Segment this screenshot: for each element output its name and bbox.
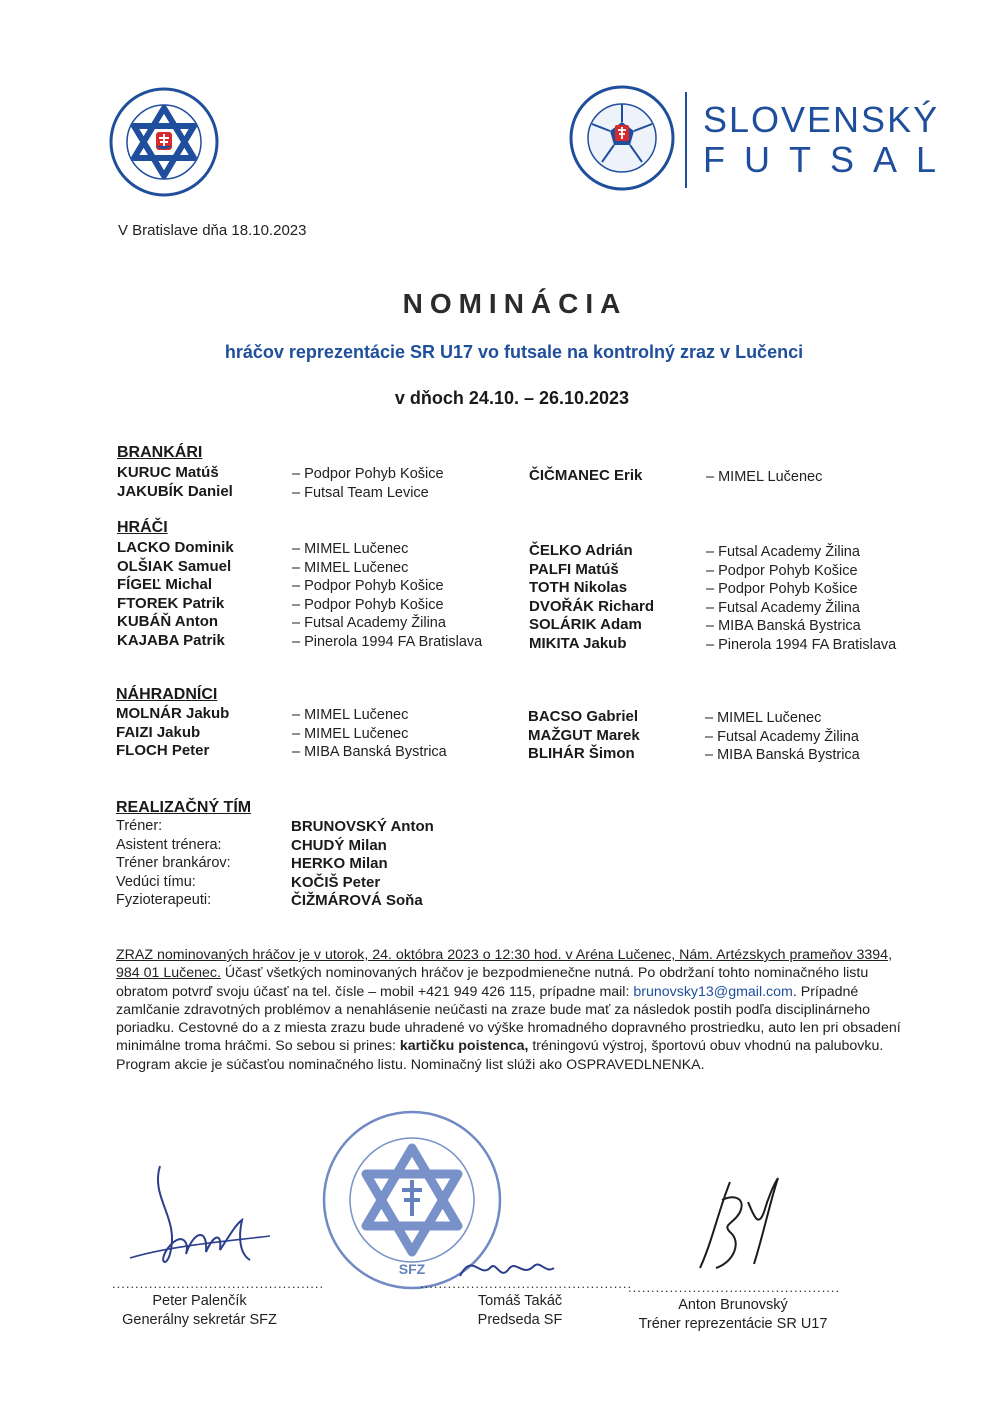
player-club: – MIMEL Lučenec <box>705 710 822 726</box>
svg-text:SFZ: SFZ <box>398 1261 426 1277</box>
player-name: KUBÁŇ Anton <box>117 613 219 630</box>
signatory-title: Tréner reprezentácie SR U17 <box>638 1316 828 1332</box>
futsal-logo <box>568 84 676 192</box>
sfz-logo <box>108 86 220 198</box>
staff-role: Vedúci tímu: <box>116 873 196 890</box>
staff-name: CHUDÝ Milan <box>291 836 387 854</box>
signature-block-2 <box>420 1276 633 1328</box>
player-name: OLŠIAK Samuel <box>117 557 232 575</box>
staff-role: Fyzioterapeuti: <box>116 892 212 908</box>
player-name: SOLÁRIK Adam <box>529 616 642 633</box>
player-name: KURUC Matúš <box>117 464 219 481</box>
player-name: FÍGEĽ Michal <box>117 576 213 593</box>
players-left-names <box>117 539 234 650</box>
players-right-clubs <box>706 543 896 654</box>
player-club: – Podpor Pohyb Košice <box>706 562 858 579</box>
player-name: PALFI Matúš <box>529 560 619 578</box>
player-name: MIKITA Jakub <box>529 634 627 652</box>
signature-palencik <box>110 1158 290 1283</box>
signature-line: .............................................. <box>628 1280 841 1295</box>
signatory-title: Generálny sekretár SFZ <box>122 1312 277 1328</box>
brand-divider <box>685 92 687 188</box>
staff-role: Tréner brankárov: <box>116 855 231 871</box>
player-club: – Podpor Pohyb Košice <box>292 466 444 482</box>
staff-name: HERKO Milan <box>291 855 388 872</box>
player-name: FAIZI Jakub <box>116 723 201 741</box>
player-club: – MIMEL Lučenec <box>706 469 823 485</box>
substitutes-right-names <box>528 708 640 764</box>
player-name: BLIHÁR Šimon <box>528 745 635 762</box>
signature-line: .............................................. <box>420 1276 633 1291</box>
player-name: LACKO Dominik <box>117 539 234 556</box>
brand-line-1: SLOVENSKÝ <box>703 99 940 140</box>
meeting-info: ZRAZ nominovaných hráčov je v utorok, 24. októbra 2023 o 12:30 hod. v Aréna Lučenec, Nám. Artézskych prameňov 3394, 984 01 Lučenec. <box>116 947 893 982</box>
player-club: – MIMEL Lučenec <box>292 707 409 723</box>
player-club: – Futsal Academy Žilina <box>292 615 446 631</box>
event-dates: v dňoch 24.10. – 26.10.2023 <box>394 388 630 408</box>
player-name: FTOREK Patrik <box>117 594 225 612</box>
paragraph-text: . Prípadné zamlčanie zdravotných problémov a nenahlásenie neúčasti na zraze bude mať za následok postih podľa disciplinárneho poriadku. Cestovné do a z miesta zrazu bude uhradené vo výške hromadného dopravného prostriedku, auto len pri obsadení minimálne troma hráčmi. So sebou si prines: <box>116 983 901 1055</box>
player-club: – Pinerola 1994 FA Bratislava <box>292 633 483 650</box>
date-line: V Bratislave dňa 18.10.2023 <box>118 222 307 239</box>
signature-line: .............................................. <box>112 1276 325 1291</box>
substitutes-left-clubs <box>292 706 447 762</box>
staff-role: Asistent trénera: <box>116 836 222 853</box>
insurance-card-note: kartičku poistenca, <box>399 1038 529 1055</box>
signature-block-1 <box>112 1276 325 1328</box>
substitutes-right-clubs <box>705 709 860 765</box>
staff-role: Tréner: <box>116 818 163 834</box>
player-name: JAKUBÍK Daniel <box>117 482 233 500</box>
staff-names <box>291 818 434 911</box>
players-right-names <box>529 542 654 653</box>
paragraph-text: Účasť všetkých nominovaných hráčov je bezpodmienečne nutná. Po obdržaní tohto nominačného listu obratom potvrď svoju účasť na tel. čísle – mobil +421 949 426 115, prípadne mail: <box>116 965 869 1000</box>
goalkeepers-right-names <box>529 467 642 486</box>
instructions-paragraph <box>116 946 901 1074</box>
section-heading-players: HRÁČI <box>117 519 168 536</box>
brand-line-2: FUTSAL <box>703 139 956 180</box>
player-club: – Podpor Pohyb Košice <box>706 581 858 597</box>
player-club: – Podpor Pohyb Košice <box>292 578 444 594</box>
player-name: ČELKO Adrián <box>529 542 633 559</box>
signatory-name: Anton Brunovský <box>678 1297 788 1313</box>
substitutes-left-names <box>116 705 229 761</box>
staff-name: BRUNOVSKÝ Anton <box>291 818 434 835</box>
players-left-clubs <box>292 540 482 651</box>
player-club: – Futsal Academy Žilina <box>706 599 860 616</box>
signatory-name: Peter Palenčík <box>152 1293 247 1309</box>
staff-name: KOČIŠ Peter <box>291 873 381 891</box>
player-club: – Futsal Academy Žilina <box>705 728 859 745</box>
player-club: – MIBA Banská Bystrica <box>705 747 860 763</box>
player-name: KAJABA Patrik <box>117 631 225 649</box>
player-club: – Futsal Team Levice <box>292 484 429 501</box>
player-name: MAŽGUT Marek <box>528 726 640 744</box>
staff-name: ČIŽMÁROVÁ Soňa <box>291 892 423 909</box>
player-name: FLOCH Peter <box>116 742 210 759</box>
document-subtitle: hráčov reprezentácie SR U17 vo futsale na kontrolný zraz v Lučenci <box>224 342 804 362</box>
paragraph-text: tréningovú výstroj, športovú obuv vhodnú na palubovku. Program akcie je súčasťou nominačného listu. Nominačný list slúži ako OSPRAVEDLNENKA. <box>116 1038 884 1073</box>
goalkeepers-left-names <box>117 464 233 501</box>
player-name: ČIČMANEC Erik <box>529 467 643 484</box>
signature-brunovsky <box>670 1172 790 1282</box>
player-club: – MIBA Banská Bystrica <box>292 744 447 760</box>
player-name: TOTH Nikolas <box>529 579 628 596</box>
player-name: BACSO Gabriel <box>528 708 639 725</box>
section-heading-staff: REALIZAČNÝ TÍM <box>116 799 252 816</box>
contact-email[interactable]: brunovsky13@gmail.com <box>633 983 793 1000</box>
player-club: – MIBA Banská Bystrica <box>706 618 861 634</box>
staff-roles <box>116 817 231 910</box>
slovensky-futsal-wordmark <box>703 100 955 180</box>
player-club: – Podpor Pohyb Košice <box>292 596 444 613</box>
player-club: – MIMEL Lučenec <box>292 541 409 557</box>
signature-block-3 <box>628 1280 841 1332</box>
signatory-title: Predseda SF <box>477 1312 563 1328</box>
goalkeepers-right-clubs <box>706 468 822 487</box>
section-heading-goalkeepers: BRANKÁRI <box>117 444 203 461</box>
player-name: DVOŘÁK Richard <box>529 597 655 615</box>
section-heading-substitutes: NÁHRADNÍCI <box>116 686 218 703</box>
player-club: – MIMEL Lučenec <box>292 725 409 742</box>
player-club: – MIMEL Lučenec <box>292 559 409 576</box>
player-club: – Futsal Academy Žilina <box>706 544 860 560</box>
signatory-name: Tomáš Takáč <box>477 1293 563 1309</box>
player-name: MOLNÁR Jakub <box>116 705 230 722</box>
player-club: – Pinerola 1994 FA Bratislava <box>706 636 897 653</box>
document-title: NOMINÁCIA <box>402 288 628 319</box>
goalkeepers-left-clubs <box>292 465 444 502</box>
